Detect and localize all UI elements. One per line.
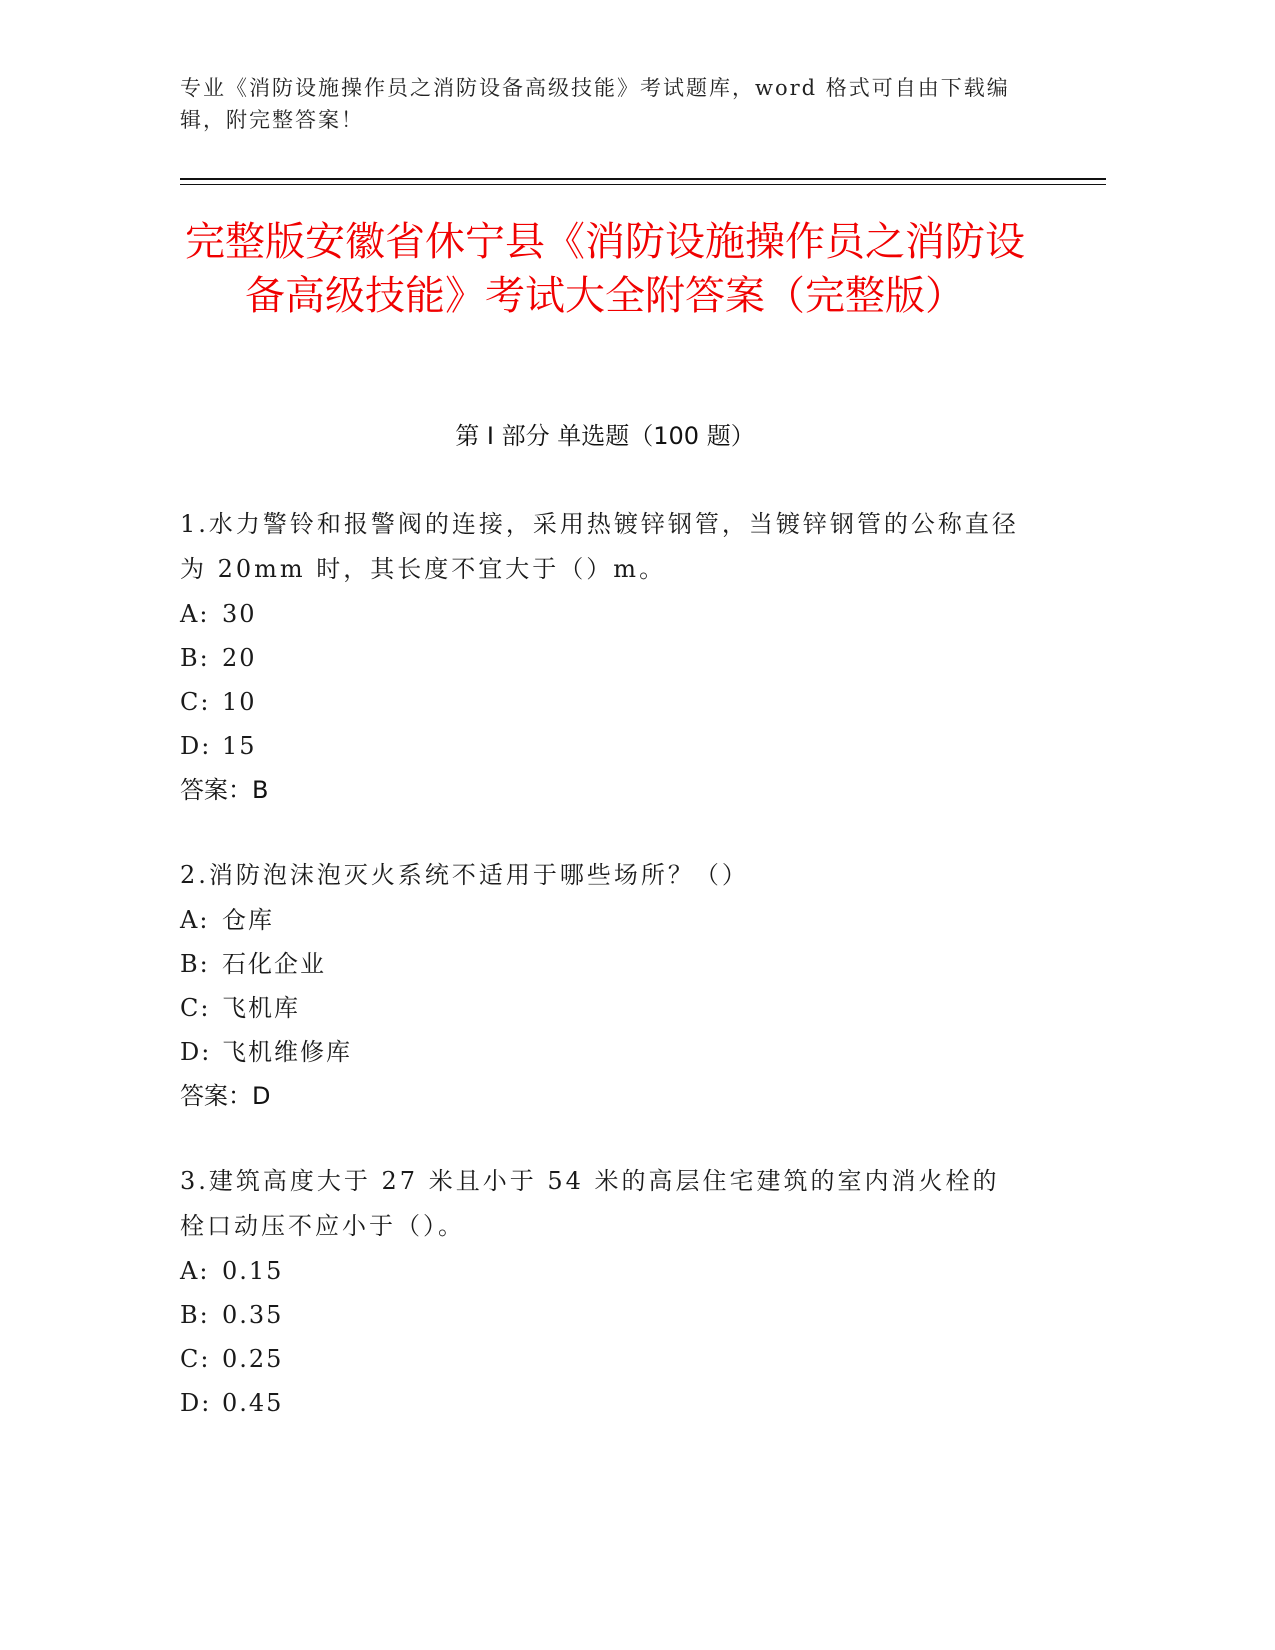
- option-c: [180, 680, 1020, 724]
- question-2: [180, 853, 1020, 1118]
- option-letter: D:: [180, 1038, 212, 1066]
- header-rule-thin: [180, 184, 1106, 185]
- option-c: [180, 1337, 1020, 1381]
- option-letter: B:: [180, 1301, 210, 1329]
- option-letter: C:: [180, 688, 211, 716]
- question-1: [180, 502, 1020, 812]
- answer-prefix: 答案：: [180, 1082, 252, 1110]
- option-b: [180, 1293, 1020, 1337]
- question-3: [180, 1159, 1020, 1425]
- question-stem: 2.消防泡沫泡灭火系统不适用于哪些场所？（）: [180, 861, 749, 889]
- option-b: [180, 636, 1020, 680]
- option-letter: C:: [180, 1345, 211, 1373]
- option-text: 10: [222, 688, 257, 716]
- option-b: [180, 942, 1020, 986]
- option-a: [180, 1249, 1020, 1293]
- option-text: 30: [222, 600, 257, 628]
- option-letter: D:: [180, 732, 212, 760]
- option-d: [180, 1381, 1020, 1425]
- option-letter: A:: [180, 1257, 210, 1285]
- option-text: 0.35: [222, 1301, 284, 1329]
- option-letter: A:: [180, 906, 210, 934]
- option-text: 0.45: [222, 1389, 284, 1417]
- option-text: 仓库: [222, 906, 274, 934]
- answer-value: D: [252, 1082, 271, 1110]
- option-a: [180, 898, 1020, 942]
- header-note: 专业《消防设施操作员之消防设备高级技能》考试题库，word 格式可自由下载编辑，附完整答案！: [180, 76, 1010, 132]
- option-text: 0.15: [222, 1257, 284, 1285]
- section-title: 第 I 部分 单选题（100 题）: [455, 422, 755, 450]
- option-text: 飞机库: [222, 994, 300, 1022]
- option-text: 0.25: [222, 1345, 284, 1373]
- answer-line: [180, 1074, 1020, 1118]
- option-text: 飞机维修库: [222, 1038, 352, 1066]
- option-text: 15: [222, 732, 257, 760]
- question-stem: 3.建筑高度大于 27 米且小于 54 米的高层住宅建筑的室内消火栓的栓口动压不应小于（）。: [180, 1167, 1000, 1240]
- option-letter: B:: [180, 950, 210, 978]
- answer-line: [180, 768, 1020, 812]
- option-a: [180, 592, 1020, 636]
- option-text: 石化企业: [222, 950, 326, 978]
- option-letter: D:: [180, 1389, 212, 1417]
- question-stem: 1.水力警铃和报警阀的连接，采用热镀锌钢管，当镀锌钢管的公称直径为 20mm 时，其长度不宜大于（）m。: [180, 510, 1019, 583]
- option-text: 20: [222, 644, 257, 672]
- header-rule-thick: [180, 178, 1106, 180]
- option-d: [180, 1030, 1020, 1074]
- document-title: 完整版安徽省休宁县《消防设施操作员之消防设备高级技能》考试大全附答案（完整版）: [185, 219, 1025, 319]
- question-list: [180, 502, 1020, 1466]
- option-letter: C:: [180, 994, 211, 1022]
- option-d: [180, 724, 1020, 768]
- answer-prefix: 答案：: [180, 776, 252, 804]
- option-letter: B:: [180, 644, 210, 672]
- answer-value: B: [252, 776, 269, 804]
- option-c: [180, 986, 1020, 1030]
- option-letter: A:: [180, 600, 210, 628]
